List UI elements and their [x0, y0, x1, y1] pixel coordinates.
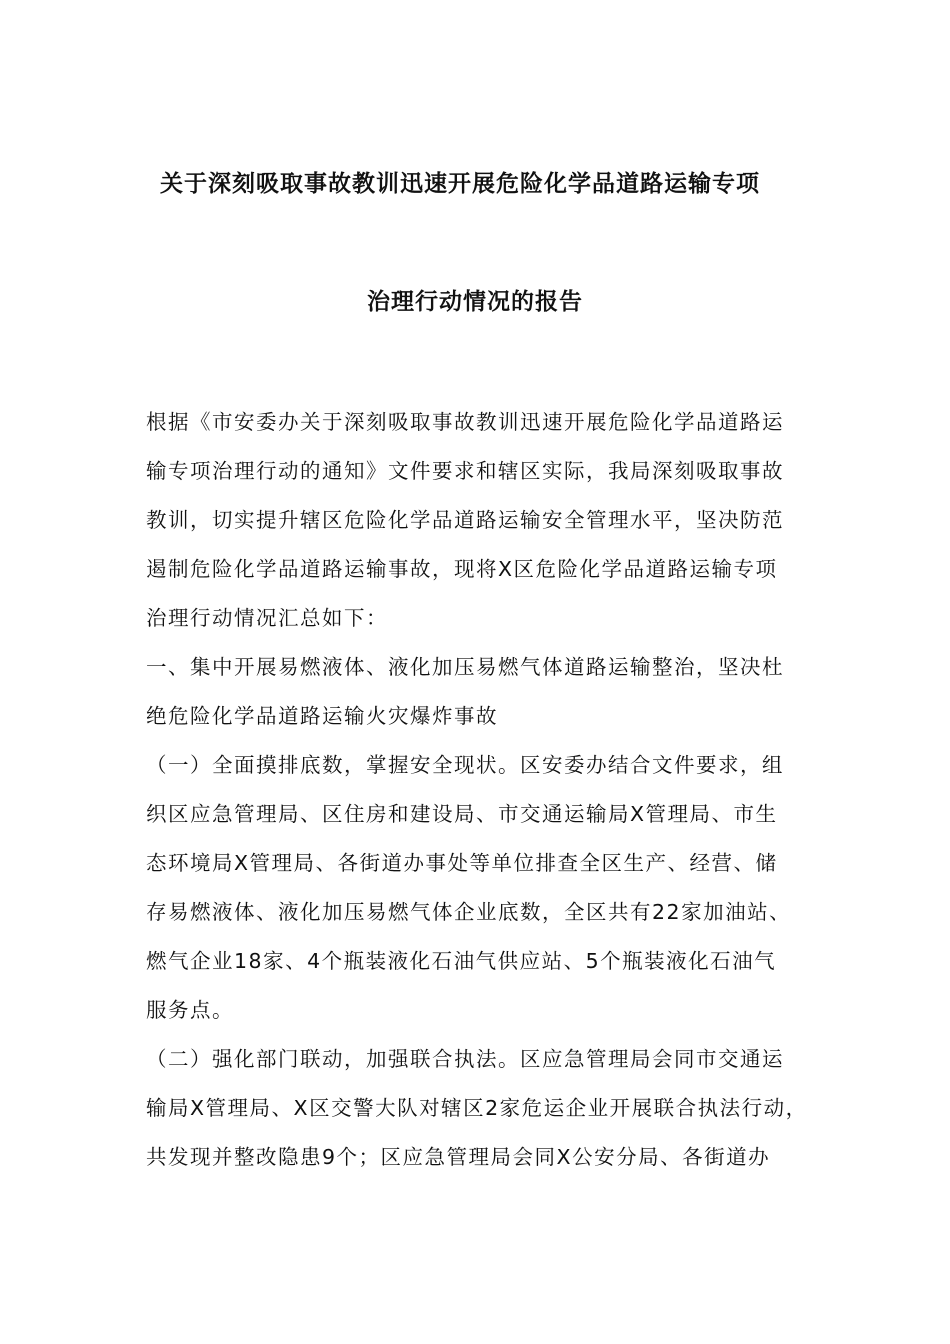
document-title-line-1: 关于深刻吸取事故教训迅速开展危险化学品道路运输专项: [160, 171, 760, 197]
body-line: 治理行动情况汇总如下：: [146, 606, 388, 630]
section-heading-line: 一、集中开展易燃液体、液化加压易燃气体道路运输整治，坚决杜: [146, 655, 784, 679]
subsection-line: （二）强化部门联动，加强联合执法。区应急管理局会同市交通运: [146, 1047, 784, 1071]
subsection-line: （一）全面摸排底数，掌握安全现状。区安委办结合文件要求，组: [146, 753, 784, 777]
body-line: 织区应急管理局、区住房和建设局、市交通运输局X管理局、市生: [146, 802, 778, 826]
body-line: 态环境局X管理局、各街道办事处等单位排查全区生产、经营、储: [146, 851, 778, 875]
body-line: 共发现并整改隐患9个；区应急管理局会同X公安分局、各街道办: [146, 1145, 771, 1169]
body-line: 燃气企业18家、4个瓶装液化石油气供应站、5个瓶装液化石油气: [146, 949, 777, 973]
body-line: 输局X管理局、X区交警大队对辖区2家危运企业开展联合执法行动，: [146, 1096, 808, 1120]
body-line: 教训，切实提升辖区危险化学品道路运输安全管理水平，坚决防范: [146, 508, 784, 532]
body-line: 根据《市安委办关于深刻吸取事故教训迅速开展危险化学品道路运: [146, 410, 784, 434]
body-line: 遏制危险化学品道路运输事故，现将X区危险化学品道路运输专项: [146, 557, 778, 581]
body-line: 输专项治理行动的通知》文件要求和辖区实际，我局深刻吸取事故: [146, 459, 784, 483]
document-title-line-2: 治理行动情况的报告: [367, 289, 583, 315]
document-body: [146, 398, 826, 1182]
body-line: 存易燃液体、液化加压易燃气体企业底数，全区共有22家加油站、: [146, 900, 792, 924]
body-line: 服务点。: [146, 998, 234, 1022]
section-heading-line: 绝危险化学品道路运输火灾爆炸事故: [146, 704, 498, 728]
